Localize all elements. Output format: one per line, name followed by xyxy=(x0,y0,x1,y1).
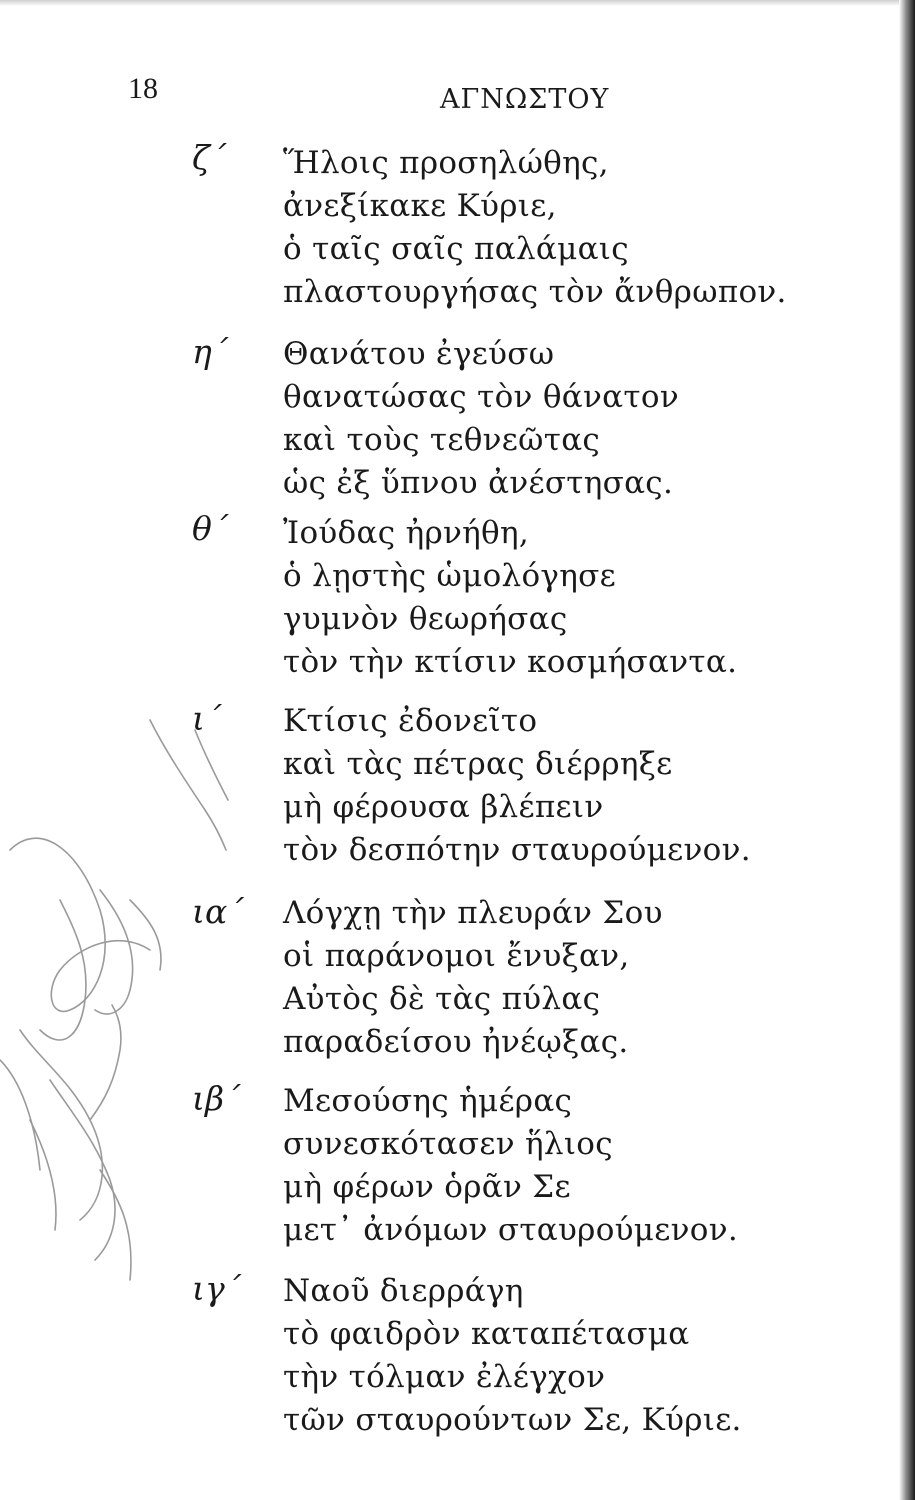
verse-line: τὸν τὴν κτίσιν κοσμήσαντα. xyxy=(283,644,738,680)
stanza-number: θ΄ xyxy=(192,509,229,548)
verse-line: ὡς ἐξ ὕπνου ἀνέστησας. xyxy=(283,465,674,501)
verse-line: μετ᾽ ἀνόμων σταυρούμενον. xyxy=(283,1212,739,1248)
verse-line: Ἰούδας ἠρνήθη, xyxy=(283,515,529,551)
stanza-number: ζ΄ xyxy=(192,138,227,177)
verse-line: τῶν σταυρούντων Σε, Κύριε. xyxy=(283,1402,742,1438)
stanza xyxy=(283,1080,738,1252)
verse-line: ἀνεξίκακε Κύριε, xyxy=(283,188,557,224)
stanza-number: η΄ xyxy=(192,332,229,371)
stanza-number: ια΄ xyxy=(192,892,244,931)
verse-line: Αὐτὸς δὲ τὰς πύλας xyxy=(283,981,601,1017)
verse-line: Λόγχῃ τὴν πλευράν Σου xyxy=(283,895,663,931)
verse-line: θανατώσας τὸν θάνατον xyxy=(283,379,679,415)
stanza-number: ι΄ xyxy=(192,699,222,738)
pencil-scribble xyxy=(0,700,230,1320)
verse-line: Ναοῦ διερράγη xyxy=(283,1273,524,1309)
stanza-number: ιγ΄ xyxy=(192,1269,242,1308)
stanza xyxy=(283,892,663,1064)
verse-line: συνεσκότασεν ἥλιος xyxy=(283,1126,613,1162)
stanza xyxy=(283,1270,742,1442)
page-right-edge xyxy=(899,0,915,1500)
verse-line: Θανάτου ἐγεύσω xyxy=(283,336,555,372)
verse-line: πλαστουργήσας τὸν ἄνθρωπον. xyxy=(283,274,787,310)
verse-line: καὶ τοὺς τεθνεῶτας xyxy=(283,422,601,458)
verse-line: γυμνὸν θεωρήσας xyxy=(283,601,568,637)
page-number: 18 xyxy=(128,72,158,105)
stanza xyxy=(283,142,787,314)
verse-line: Κτίσις ἐδονεῖτο xyxy=(283,703,538,739)
stanza xyxy=(283,700,751,872)
running-head: ΑΓΝΩΣΤΟΥ xyxy=(440,84,610,115)
verse-line: καὶ τὰς πέτρας διέρρηξε xyxy=(283,746,673,782)
verse-line: ὁ λῃστὴς ὡμολόγησε xyxy=(283,558,616,594)
verse-line: μὴ φέρουσα βλέπειν xyxy=(283,789,604,825)
verse-line: μὴ φέρων ὁρᾶν Σε xyxy=(283,1169,571,1205)
verse-line: τὸν δεσπότην σταυρούμενον. xyxy=(283,832,751,868)
verse-line: τὸ φαιδρὸν καταπέτασμα xyxy=(283,1316,690,1352)
verse-line: Ἥλοις προσηλώθης, xyxy=(283,145,609,181)
verse-line: παραδείσου ἠνέῳξας. xyxy=(283,1024,629,1060)
verse-line: οἱ παράνομοι ἔνυξαν, xyxy=(283,938,630,974)
stanza-number: ιβ΄ xyxy=(192,1079,241,1118)
stanza xyxy=(283,512,737,684)
stanza xyxy=(283,333,679,505)
page-top-edge xyxy=(0,0,915,6)
verse-line: τὴν τόλμαν ἐλέγχον xyxy=(283,1359,606,1395)
verse-line: Μεσούσης ἡμέρας xyxy=(283,1083,573,1119)
verse-line: ὁ ταῖς σαῖς παλάμαις xyxy=(283,231,629,267)
